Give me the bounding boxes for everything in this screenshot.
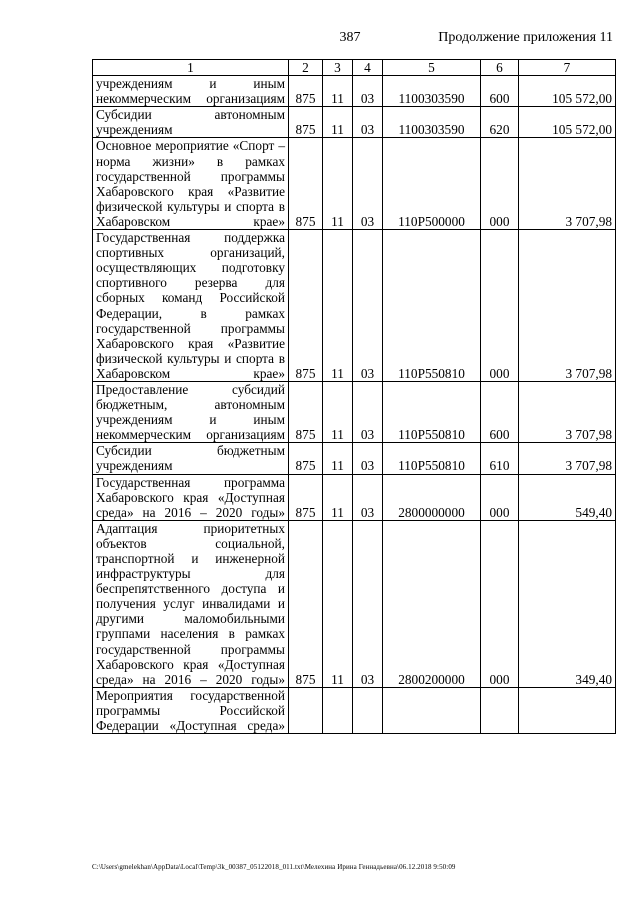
ministry-code: 875: [289, 520, 323, 687]
section-code: 11: [323, 520, 353, 687]
table-row: [93, 107, 616, 138]
column-header: 3: [323, 60, 353, 76]
amount: 3 707,98: [519, 443, 616, 474]
ministry-code: 875: [289, 230, 323, 382]
subsection-code: 03: [353, 230, 383, 382]
column-header: 2: [289, 60, 323, 76]
amount: 3 707,98: [519, 230, 616, 382]
target-article-code: [383, 687, 481, 733]
expense-type-code: 000: [481, 230, 519, 382]
subsection-code: 03: [353, 138, 383, 230]
target-article-code: 110Р550810: [383, 381, 481, 442]
target-article-code: 1100303590: [383, 107, 481, 138]
row-name: учреждениям и иным некоммерческим организациям: [93, 76, 289, 107]
section-code: 11: [323, 76, 353, 107]
table-row: [93, 381, 616, 442]
ministry-code: 875: [289, 138, 323, 230]
table-row: [93, 474, 616, 520]
subsection-code: [353, 687, 383, 733]
subsection-code: 03: [353, 520, 383, 687]
amount: 105 572,00: [519, 76, 616, 107]
subsection-code: 03: [353, 443, 383, 474]
section-code: 11: [323, 107, 353, 138]
ministry-code: 875: [289, 474, 323, 520]
expense-type-code: [481, 687, 519, 733]
target-article-code: 2800000000: [383, 474, 481, 520]
target-article-code: 1100303590: [383, 76, 481, 107]
column-header: 7: [519, 60, 616, 76]
amount: 105 572,00: [519, 107, 616, 138]
column-header: 4: [353, 60, 383, 76]
column-header: 6: [481, 60, 519, 76]
ministry-code: 875: [289, 107, 323, 138]
subsection-code: 03: [353, 107, 383, 138]
subsection-code: 03: [353, 474, 383, 520]
expense-type-code: 610: [481, 443, 519, 474]
subsection-code: 03: [353, 381, 383, 442]
table-row: [93, 138, 616, 230]
ministry-code: [289, 687, 323, 733]
amount: 3 707,98: [519, 138, 616, 230]
ministry-code: 875: [289, 381, 323, 442]
section-code: [323, 687, 353, 733]
row-name: Адаптация приоритетных объектов социальной, транспортной и инженерной инфраструктуры для беспрепятственного доступа и получения услуг инвалидами и другими маломобильными группами населения в рамках государственной программы Хабаровского края «Доступная среда» на 2016 – 2020 годы»: [93, 520, 289, 687]
expense-type-code: 600: [481, 381, 519, 442]
subsection-code: 03: [353, 76, 383, 107]
table-row: [93, 76, 616, 107]
column-header-row: [93, 60, 616, 76]
expense-type-code: 620: [481, 107, 519, 138]
amount: 549,40: [519, 474, 616, 520]
appendix-continuation-label: Продолжение приложения 11: [438, 30, 613, 45]
table-row: [93, 443, 616, 474]
amount: [519, 687, 616, 733]
ministry-code: 875: [289, 443, 323, 474]
target-article-code: 110Р550810: [383, 443, 481, 474]
expense-type-code: 000: [481, 138, 519, 230]
file-path-footer: C:\Users\gmelekhan\AppData\Local\Temp\3k_00387_05122018_011.txt\Мелехина Ирина Геннадьевна\06.12.2018 9:50:09: [92, 863, 456, 871]
budget-table: [92, 59, 616, 734]
page-number: 387: [339, 30, 361, 45]
table-row: [93, 230, 616, 382]
target-article-code: 110Р550810: [383, 230, 481, 382]
row-name: Основное мероприятие «Спорт – норма жизни» в рамках государственной программы Хабаровского края «Развитие физической культуры и спорта в Хабаровском крае»: [93, 138, 289, 230]
row-name: Государственная поддержка спортивных организаций, осуществляющих подготовку спортивного резерва для сборных команд Российской Федерации, в рамках государственной программы Хабаровского края «Развитие физической культуры и спорта в Хабаровском крае»: [93, 230, 289, 382]
row-name: Субсидии бюджетным учреждениям: [93, 443, 289, 474]
section-code: 11: [323, 230, 353, 382]
expense-type-code: 600: [481, 76, 519, 107]
section-code: 11: [323, 474, 353, 520]
row-name: Мероприятия государственной программы Российской Федерации «Доступная среда»: [93, 687, 289, 733]
row-name: Предоставление субсидий бюджетным, автономным учреждениям и иным некоммерческим организациям: [93, 381, 289, 442]
table-row: [93, 520, 616, 687]
column-header: 5: [383, 60, 481, 76]
row-name: Субсидии автономным учреждениям: [93, 107, 289, 138]
table-row: [93, 687, 616, 733]
target-article-code: 110Р500000: [383, 138, 481, 230]
section-code: 11: [323, 138, 353, 230]
target-article-code: 2800200000: [383, 520, 481, 687]
row-name: Государственная программа Хабаровского края «Доступная среда» на 2016 – 2020 годы»: [93, 474, 289, 520]
section-code: 11: [323, 381, 353, 442]
section-code: 11: [323, 443, 353, 474]
column-header: 1: [93, 60, 289, 76]
expense-type-code: 000: [481, 520, 519, 687]
ministry-code: 875: [289, 76, 323, 107]
amount: 349,40: [519, 520, 616, 687]
expense-type-code: 000: [481, 474, 519, 520]
amount: 3 707,98: [519, 381, 616, 442]
